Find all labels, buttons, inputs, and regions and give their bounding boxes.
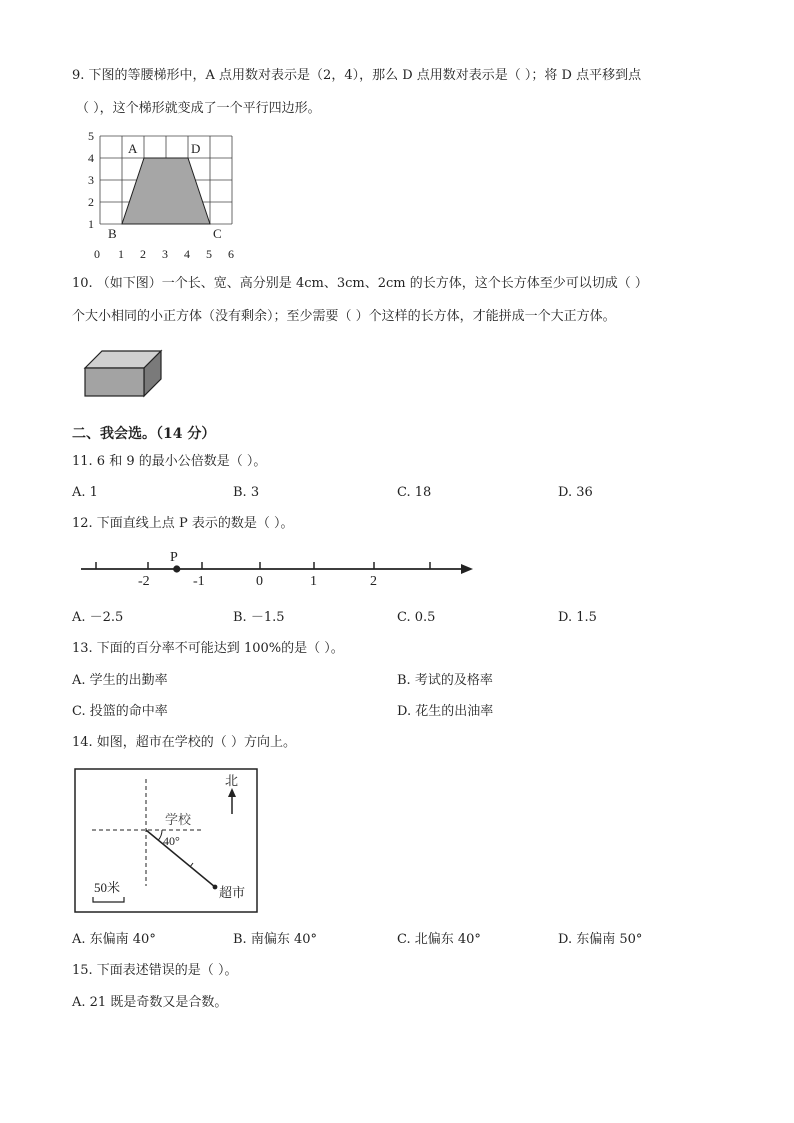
q12-option-a[interactable]: A. －2.5 <box>72 610 124 625</box>
y-tick-label: 5 <box>88 129 94 143</box>
q11-option-b[interactable]: B. 3 <box>233 485 260 500</box>
point-p-marker <box>173 565 180 572</box>
q11-option-d[interactable]: D. 36 <box>558 485 593 500</box>
x-tick-label: 3 <box>162 247 168 261</box>
point-label-d: D <box>191 141 201 156</box>
x-tick-label: 6 <box>228 247 234 261</box>
y-tick-label: 4 <box>88 151 94 165</box>
q10-text-line1: 10. （如下图）一个长、宽、高分别是 4cm、3cm、2cm 的长方体，这个长方体至少可以切成（ ） <box>72 276 648 291</box>
tick-label: -1 <box>193 574 205 589</box>
q10-text-line2: 个大小相同的小正方体（没有剩余）；至少需要（ ）个这样的长方体，才能拼成一个大正方体。 <box>72 309 616 324</box>
y-tick-label: 3 <box>88 173 94 187</box>
q14-option-b[interactable]: B. 南偏东 40° <box>233 932 317 947</box>
x-tick-label: 2 <box>140 247 146 261</box>
tick-label: 1 <box>310 574 317 589</box>
x-tick-label: 1 <box>118 247 124 261</box>
school-label: 学校 <box>165 812 192 827</box>
market-label: 超市 <box>219 885 246 900</box>
q13-option-c[interactable]: C. 投篮的命中率 <box>72 704 168 719</box>
q13-option-d[interactable]: D. 花生的出油率 <box>397 704 494 719</box>
q12-stem: 12. 下面直线上点 P 表示的数是（ ）。 <box>72 516 294 531</box>
q14-option-c[interactable]: C. 北偏东 40° <box>397 932 481 947</box>
q15-stem: 15. 下面表述错误的是（ ）。 <box>72 963 238 978</box>
scale-label: 50米 <box>94 880 121 895</box>
point-label-a: A <box>128 141 138 156</box>
point-p-label: P <box>170 550 178 565</box>
direction-map-figure <box>74 768 259 914</box>
q14-option-a[interactable]: A. 东偏南 40° <box>72 932 156 947</box>
q11-stem: 11. 6 和 9 的最小公倍数是（ ）。 <box>72 454 267 469</box>
trapezoid-grid-figure <box>80 125 250 265</box>
x-tick-label: 4 <box>184 247 190 261</box>
tick-label: -2 <box>138 574 150 589</box>
q13-option-b[interactable]: B. 考试的及格率 <box>397 673 493 688</box>
q15-option-a[interactable]: A. 21 既是奇数又是合数。 <box>72 995 228 1010</box>
x-tick-label: 5 <box>206 247 212 261</box>
q13-stem: 13. 下面的百分率不可能达到 100%的是（ ）。 <box>72 641 344 656</box>
point-label-c: C <box>213 226 222 241</box>
tick-label: 2 <box>370 574 377 589</box>
q14-stem: 14. 如图，超市在学校的（ ）方向上。 <box>72 735 296 750</box>
angle-label: 40° <box>163 834 180 848</box>
tick-label: 0 <box>256 574 263 589</box>
y-tick-label: 1 <box>88 217 94 231</box>
q12-option-c[interactable]: C. 0.5 <box>397 610 436 625</box>
number-line-figure <box>78 545 478 590</box>
q13-option-a[interactable]: A. 学生的出勤率 <box>72 673 168 688</box>
q9-text-line2: （ ），这个梯形就变成了一个平行四边形。 <box>76 101 321 116</box>
q11-option-c[interactable]: C. 18 <box>397 485 432 500</box>
q9-text-line1: 9. 下图的等腰梯形中，A 点用数对表示是（2，4），那么 D 点用数对表示是（ ）；将 D 点平移到点 <box>72 68 642 83</box>
trapezoid-shape <box>122 158 210 224</box>
section-title: 二、我会选。（14 分） <box>72 426 216 442</box>
q12-option-d[interactable]: D. 1.5 <box>558 610 597 625</box>
q12-option-b[interactable]: B. －1.5 <box>233 610 285 625</box>
q11-option-a[interactable]: A. 1 <box>72 485 98 500</box>
arrow-right-icon <box>461 564 473 574</box>
point-label-b: B <box>108 226 117 241</box>
cuboid-figure <box>82 348 164 400</box>
x-tick-label: 0 <box>94 247 100 261</box>
y-tick-label: 2 <box>88 195 94 209</box>
q14-option-d[interactable]: D. 东偏南 50° <box>558 932 643 947</box>
north-label: 北 <box>225 773 239 788</box>
